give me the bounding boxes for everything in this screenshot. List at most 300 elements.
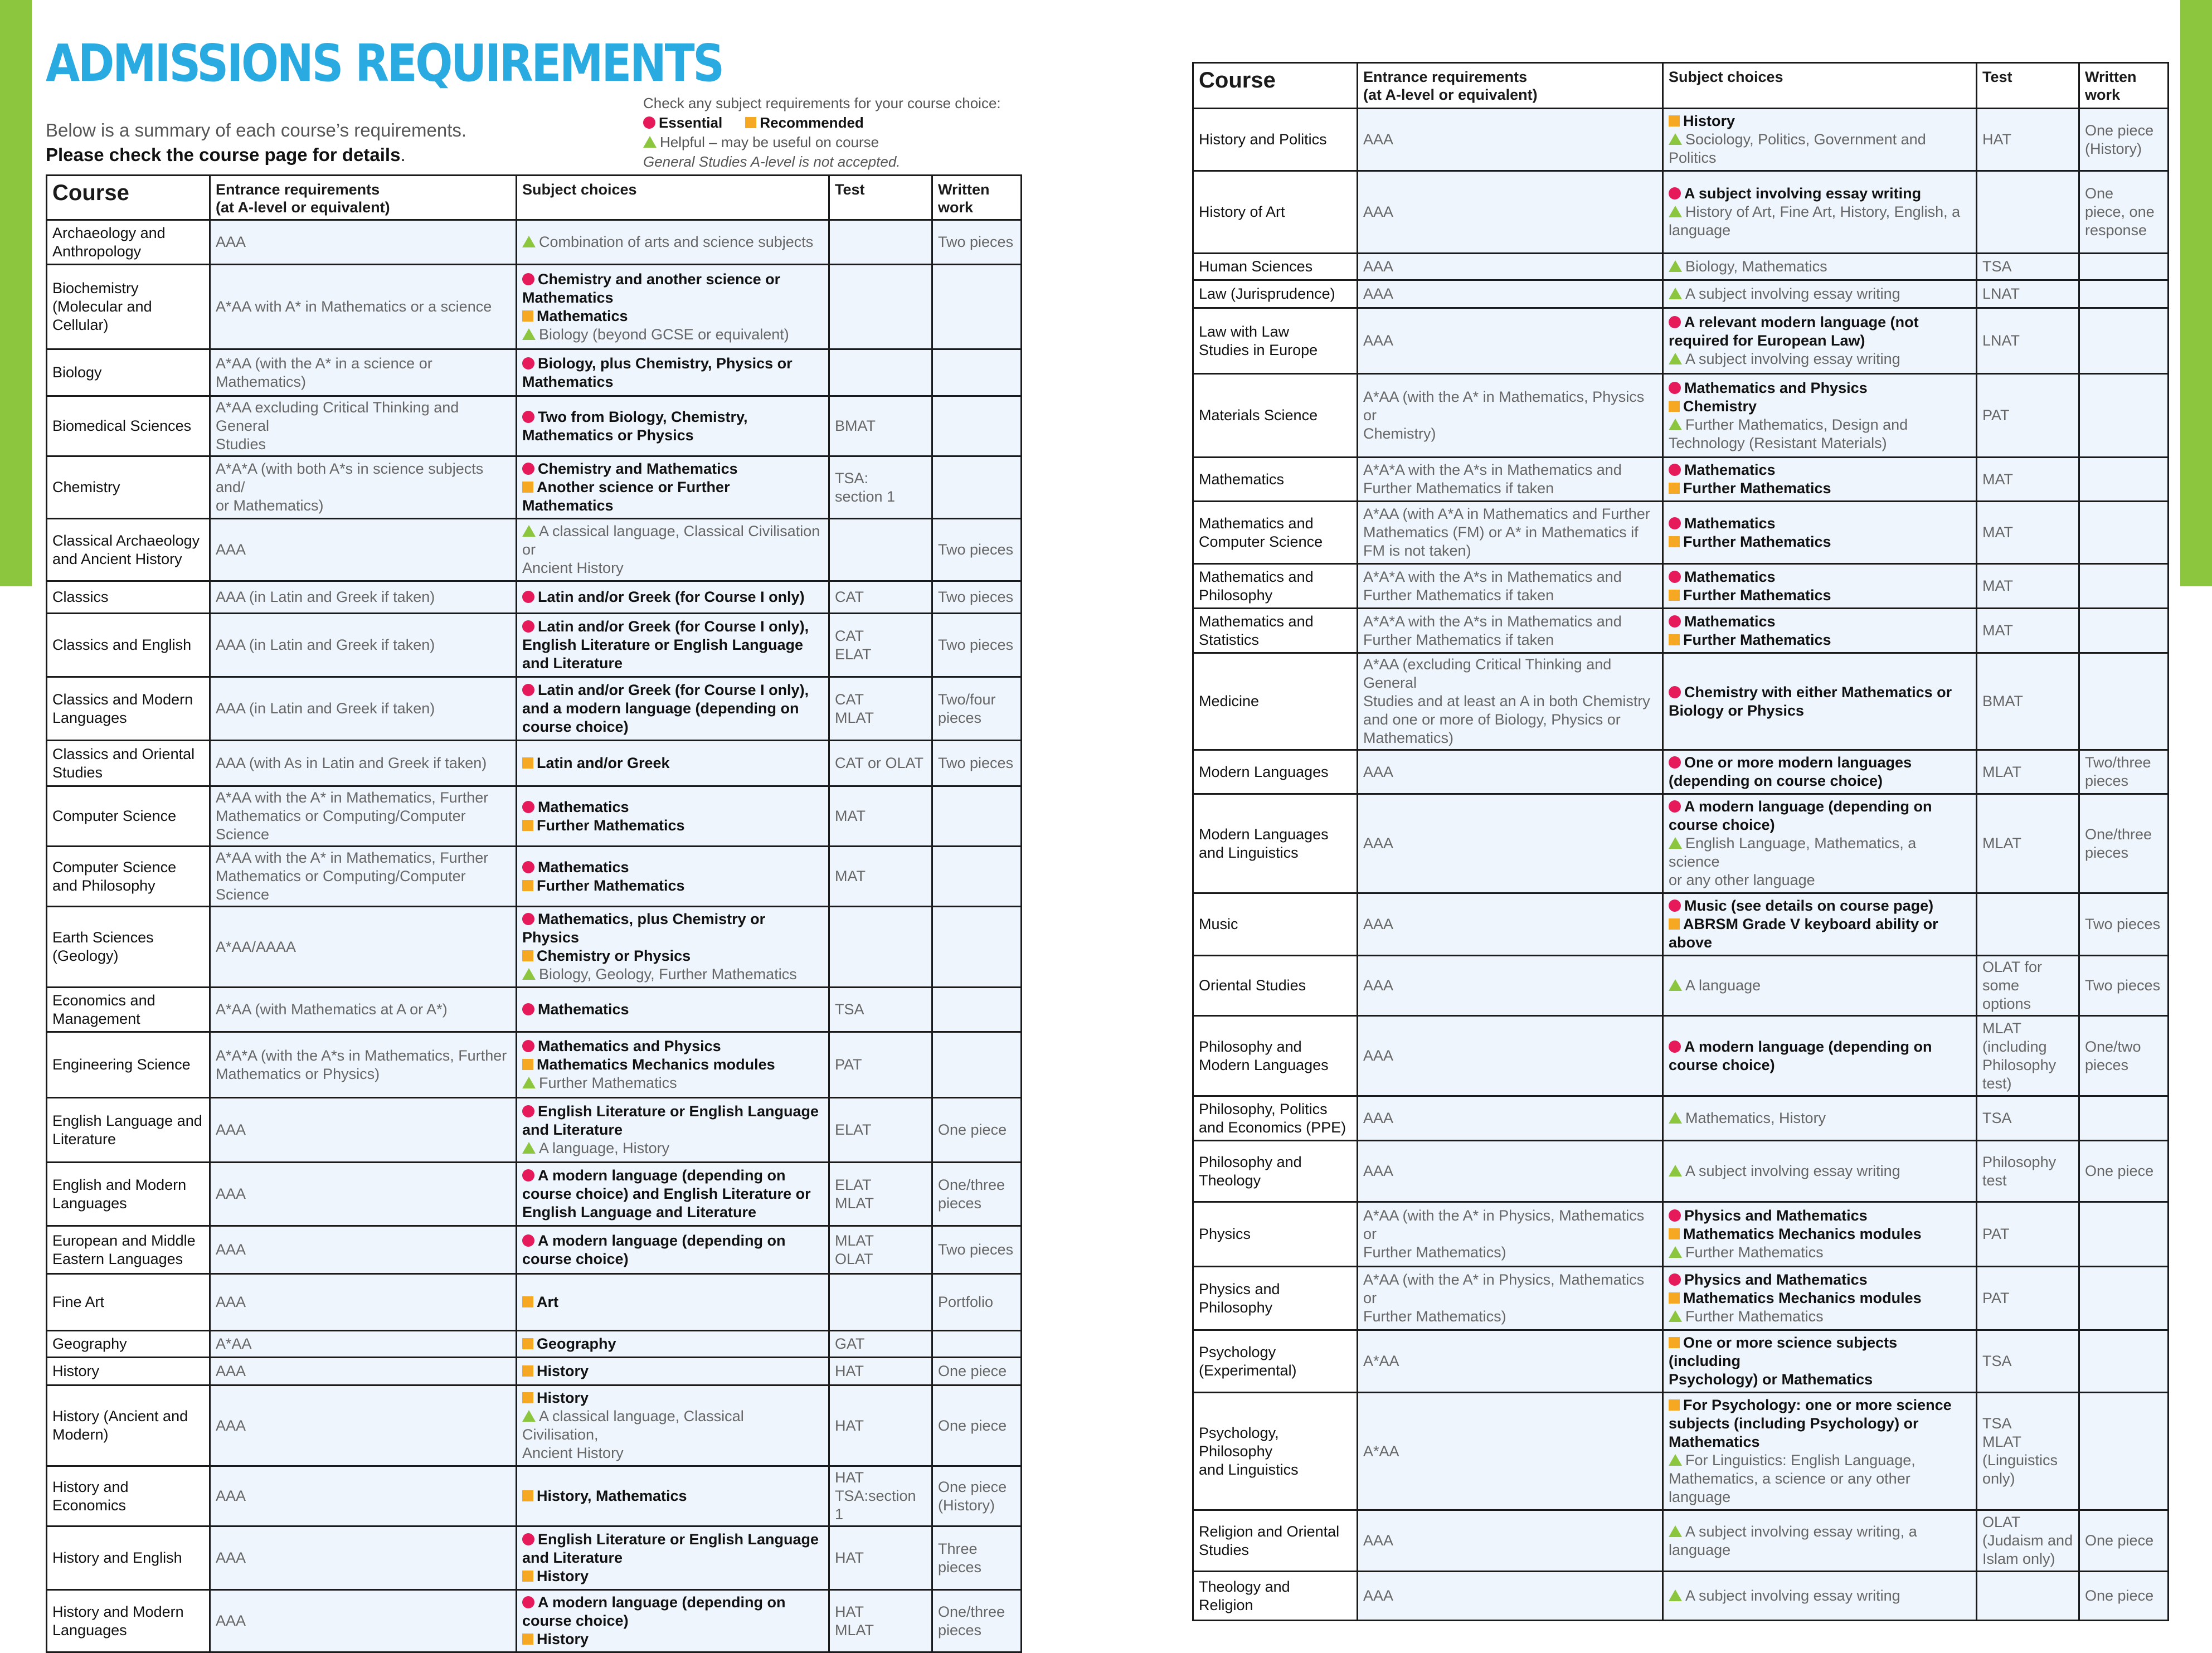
header-course: Course: [1193, 63, 1358, 109]
written-work-cell: [2079, 254, 2169, 280]
helpful-subject: [1669, 834, 1971, 871]
header-written-line: Written: [938, 181, 990, 198]
table-row: [47, 519, 1022, 581]
course-name: Classics and Oriental: [52, 745, 195, 762]
essential-subject: [1669, 568, 1971, 586]
table-row: [1193, 1096, 2169, 1141]
written-work-cell: [932, 1466, 1022, 1526]
test-cell: [829, 1526, 932, 1590]
written-work-cell: [2079, 1016, 2169, 1096]
test-cell: [1977, 254, 2079, 280]
entrance-cell: [210, 988, 517, 1032]
header-entrance-sub: (at A-level or equivalent): [216, 199, 390, 216]
course-cell: [1193, 564, 1358, 609]
entrance-cell: [1358, 1141, 1663, 1202]
subjects-cell: [517, 519, 829, 581]
course-cell: [1193, 502, 1358, 564]
entrance-requirement: A*A*A (with both A*s in science subjects and/: [216, 460, 484, 495]
subject-text: A subject involving essay writing: [1684, 185, 1922, 202]
table-row: [1193, 374, 2169, 458]
written-work: One piece: [938, 1417, 1007, 1434]
circle-icon: [522, 1596, 534, 1608]
table-row: [47, 349, 1022, 396]
essential-subject: [522, 1232, 823, 1250]
test-cell: [829, 1274, 932, 1331]
subject-text: subjects (including Psychology) or: [1669, 1415, 1919, 1432]
written-work-cell: [2079, 956, 2169, 1016]
subject-text: language: [1669, 1541, 1731, 1558]
course-name: Law (Jurisprudence): [1199, 285, 1335, 302]
table-row: [47, 907, 1022, 988]
header-written-sub: work: [938, 199, 974, 216]
course-name: Physics: [1199, 1226, 1251, 1242]
test-cell: [829, 786, 932, 847]
written-work-cell: [932, 396, 1022, 456]
written-work: One piece: [938, 1478, 1007, 1495]
course-name: Modern Languages: [1199, 763, 1329, 780]
entrance-requirement: A*AA: [1363, 1353, 1399, 1369]
test-name: LNAT: [1982, 332, 2020, 349]
subject-text: Mathematics: [1684, 461, 1776, 478]
test-cell: [1977, 1510, 2079, 1572]
course-name: Management: [52, 1010, 140, 1027]
test-cell: [829, 1385, 932, 1466]
recommended-subject: [1669, 1334, 1971, 1370]
helpful-subject: [1669, 1243, 1971, 1262]
triangle-icon: [1669, 1246, 1682, 1258]
recommended-subject: [522, 947, 823, 965]
helpful-subject: [1669, 350, 1971, 368]
square-icon: [1669, 1228, 1680, 1239]
entrance-requirement: AAA: [216, 1185, 246, 1202]
subjects-cell: [517, 907, 829, 988]
square-icon: [522, 757, 533, 769]
entrance-cell: [1358, 956, 1663, 1016]
helpful-subject: [1669, 1162, 1971, 1180]
page-title: ADMISSIONS REQUIREMENTS: [46, 33, 723, 93]
legend-key: [643, 94, 1001, 172]
essential-subject: [1669, 313, 1971, 332]
test-cell: [1977, 171, 2079, 254]
subjects-cell: [517, 786, 829, 847]
subject-text: Geography: [537, 1335, 616, 1352]
entrance-cell: [210, 1331, 517, 1358]
entrance-requirement: AAA (in Latin and Greek if taken): [216, 636, 435, 653]
essential-subject: [522, 1530, 823, 1549]
written-work: Two pieces: [2085, 916, 2161, 932]
test-cell: [1977, 109, 2079, 171]
subject-text: Mathematics, History: [1685, 1110, 1826, 1126]
test-name: test): [1982, 1075, 2012, 1092]
subject-text: Chemistry or Physics: [537, 947, 691, 964]
test-name: PAT: [1982, 407, 2010, 424]
helpful-subject: [1669, 416, 1971, 434]
test-name: TSA:: [835, 469, 869, 487]
square-icon: [745, 117, 756, 128]
entrance-cell: [1358, 653, 1663, 750]
test-name: HAT: [1982, 131, 2011, 148]
course-name: Mathematics and: [1199, 612, 1314, 630]
written-work: One piece: [938, 1363, 1007, 1379]
subjects-cell: [517, 349, 829, 396]
circle-icon: [522, 620, 534, 633]
subject-text: A modern language (depending on: [538, 1232, 786, 1249]
subject-text: Further Mathematics: [537, 877, 685, 894]
subjects-cell: [517, 741, 829, 786]
entrance-cell: [210, 220, 517, 265]
entrance-requirement: Mathematics or Computing/Computer Science: [216, 808, 466, 843]
entrance-requirement: A*A*A (with the A*s in Mathematics, Further: [216, 1047, 507, 1064]
subject-text: Mathematics Mechanics modules: [1683, 1226, 1922, 1242]
circle-icon: [522, 591, 534, 603]
recommended-subject: [522, 1056, 823, 1074]
helpful-subject: [522, 1139, 823, 1158]
entrance-requirement: AAA: [1363, 285, 1394, 302]
test-cell: [1977, 1393, 2079, 1510]
triangle-icon: [1669, 260, 1682, 272]
test-cell: [829, 220, 932, 265]
course-name: Studies: [1199, 1541, 1250, 1558]
recommended-subject: [522, 1389, 823, 1407]
subject-continuation: [522, 699, 823, 718]
subjects-cell: [517, 988, 829, 1032]
subject-text: Sociology, Politics, Government and Politics: [1669, 131, 1926, 166]
subject-text: Mathematics: [1684, 612, 1776, 630]
test-cell: [829, 1226, 932, 1274]
course-cell: [47, 1590, 210, 1652]
test-cell: [829, 396, 932, 456]
table-row: [1193, 1393, 2169, 1510]
entrance-requirement: AAA: [1363, 1047, 1394, 1064]
course-name: Computer Science: [52, 808, 177, 824]
subjects-cell: [517, 1526, 829, 1590]
table-body-right: [1193, 109, 2169, 1621]
course-cell: [1193, 956, 1358, 1016]
entrance-requirement: Mathematics or Physics): [216, 1065, 380, 1082]
essential-subject: [1669, 379, 1971, 397]
entrance-cell: [210, 456, 517, 519]
subject-text: A language, History: [539, 1140, 670, 1156]
triangle-icon: [1669, 979, 1682, 991]
written-work-cell: [2079, 308, 2169, 374]
helpful-subject: [522, 325, 823, 344]
entrance-requirement: AAA: [1363, 835, 1394, 852]
written-work-cell: [2079, 609, 2169, 653]
recommended-subject: [522, 478, 823, 515]
square-icon: [522, 820, 533, 831]
test-name: LNAT: [1982, 285, 2020, 302]
entrance-requirement: Further Mathematics): [1363, 1308, 1506, 1325]
written-work: (History): [938, 1496, 995, 1514]
written-work-cell: [2079, 280, 2169, 308]
written-work: Two/three: [2085, 754, 2151, 771]
circle-icon: [522, 1105, 534, 1117]
subject-text: History: [1683, 113, 1735, 129]
course-name: History and English: [52, 1549, 182, 1566]
subject-text: A subject involving essay writing: [1685, 351, 1900, 367]
entrance-requirement: AAA (in Latin and Greek if taken): [216, 700, 435, 717]
test-cell: [1977, 1267, 2079, 1330]
written-work: pieces: [938, 1558, 982, 1576]
test-cell: [1977, 956, 2079, 1016]
written-work: Two pieces: [938, 234, 1014, 250]
written-work-cell: [2079, 1572, 2169, 1621]
course-name: Philosophy and: [1199, 1153, 1302, 1170]
square-icon: [1669, 115, 1680, 127]
square-icon: [1669, 634, 1680, 645]
written-work-cell: [2079, 1202, 2169, 1267]
written-work-cell: [2079, 1393, 2169, 1510]
recommended-subject: [1669, 1225, 1971, 1243]
test-name: PAT: [1982, 1290, 2010, 1306]
entrance-requirement: A*AA with the A* in Mathematics, Further: [216, 849, 489, 866]
course-cell: [47, 677, 210, 741]
entrance-cell: [1358, 609, 1663, 653]
triangle-icon: [1669, 1454, 1682, 1466]
header-written: [2079, 63, 2169, 109]
entrance-cell: [1358, 374, 1663, 458]
written-work: One piece: [2085, 1587, 2154, 1604]
subject-text: A classical language, Classical Civilisation,: [522, 1408, 744, 1443]
header-written: [932, 176, 1022, 220]
subject-text: English Language, Mathematics, a science: [1669, 835, 1917, 870]
course-name: Medicine: [1199, 693, 1260, 709]
course-cell: [1193, 374, 1358, 458]
test-cell: [1977, 794, 2079, 893]
test-cell: [829, 1032, 932, 1098]
square-icon: [522, 950, 533, 961]
course-cell: [1193, 750, 1358, 794]
subject-text: Further Mathematics: [537, 816, 685, 834]
test-cell: [829, 988, 932, 1032]
subjects-cell: [517, 677, 829, 741]
subjects-cell: [1663, 1572, 1977, 1621]
entrance-cell: [1358, 1572, 1663, 1621]
essential-subject: [1669, 1271, 1971, 1289]
entrance-requirement: AAA: [216, 1294, 246, 1310]
course-name: (Molecular and: [52, 298, 152, 315]
subject-text: Chemistry with either Mathematics or: [1684, 683, 1952, 701]
circle-icon: [522, 1169, 534, 1182]
course-name: Classical Archaeology: [52, 532, 200, 549]
recommended-subject: [522, 1630, 823, 1649]
subject-text: language: [1669, 222, 1731, 239]
entrance-cell: [210, 519, 517, 581]
subject-text: Two from Biology, Chemistry,: [538, 408, 748, 425]
written-work: pieces: [938, 709, 982, 726]
course-name: Studies in Europe: [1199, 341, 1318, 358]
test-cell: [1977, 1141, 2079, 1202]
subject-text: and a modern language (depending on: [522, 700, 799, 717]
table-row: [1193, 1141, 2169, 1202]
test-cell: [1977, 893, 2079, 956]
test-name: Philosophy: [1982, 1056, 2057, 1073]
course-name: Chemistry: [52, 479, 120, 495]
test-name: HAT: [835, 1417, 864, 1434]
course-cell: [47, 1526, 210, 1590]
essential-subject: [522, 408, 823, 426]
subjects-cell: [517, 1358, 829, 1385]
subject-text: English Language and Literature: [522, 1204, 757, 1221]
test-name: MAT: [1982, 577, 2013, 594]
entrance-cell: [210, 1098, 517, 1163]
table-row: [1193, 1016, 2169, 1096]
table-row: [1193, 1510, 2169, 1572]
course-name: and Linguistics: [1199, 1461, 1299, 1478]
subject-text: or any other language: [1669, 872, 1815, 888]
entrance-requirement: AAA (in Latin and Greek if taken): [216, 589, 435, 605]
test-name: BMAT: [835, 417, 876, 434]
test-cell: [1977, 609, 2079, 653]
square-icon: [522, 1059, 533, 1070]
test-name: HAT: [835, 1549, 864, 1566]
entrance-requirement: Further Mathematics): [1363, 1244, 1506, 1261]
course-name: Statistics: [1199, 631, 1260, 648]
test-name: MLAT: [1982, 1019, 2022, 1037]
test-name: HAT: [835, 1363, 864, 1379]
entrance-requirement: A*AA (with A*A in Mathematics and Further: [1363, 505, 1650, 522]
recommended-subject: [522, 1487, 823, 1505]
subject-text: Mathematics Mechanics modules: [1683, 1290, 1922, 1306]
course-name: Philosophy and: [1199, 1038, 1302, 1055]
test-cell: [829, 741, 932, 786]
subjects-cell: [1663, 1393, 1977, 1510]
table-row: [1193, 502, 2169, 564]
test-cell: [1977, 280, 2079, 308]
course-cell: [47, 1385, 210, 1466]
helpful-subject: [522, 1407, 823, 1444]
entrance-requirement: AAA: [1363, 763, 1394, 780]
subject-text: A language: [1685, 977, 1761, 994]
subject-text: Mathematics, plus Chemistry or Physics: [522, 911, 766, 946]
entrance-cell: [210, 677, 517, 741]
circle-icon: [522, 463, 534, 475]
header-written-line: Written: [2085, 69, 2137, 85]
recommended-subject: [522, 816, 823, 835]
subjects-cell: [1663, 750, 1977, 794]
course-name: Physics and: [1199, 1280, 1280, 1297]
entrance-cell: [1358, 794, 1663, 893]
subject-text: A classical language, Classical Civilisation or: [522, 523, 820, 558]
subject-continuation: [1669, 1370, 1971, 1389]
entrance-cell: [1358, 1267, 1663, 1330]
written-work-cell: [932, 265, 1022, 349]
entrance-cell: [1358, 502, 1663, 564]
test-cell: [829, 265, 932, 349]
entrance-requirement: Further Mathematics if taken: [1363, 631, 1554, 648]
helpful-subject: [522, 522, 823, 559]
subject-text: A subject involving essay writing: [1685, 1587, 1900, 1604]
subject-text: and Literature: [522, 1121, 623, 1138]
subjects-cell: [1663, 171, 1977, 254]
test-name: Philosophy: [1982, 1153, 2057, 1170]
subject-continuation: [1669, 332, 1971, 350]
subject-text: Physics and Mathematics: [1684, 1207, 1868, 1224]
helpful-subject: [1669, 257, 1971, 276]
essential-subject: [522, 354, 823, 373]
test-name: test: [1982, 1171, 2007, 1189]
test-name: CAT: [835, 627, 864, 644]
test-name: (Judaism and: [1982, 1532, 2073, 1549]
subjects-cell: [1663, 1510, 1977, 1572]
written-work-cell: [2079, 564, 2169, 609]
course-cell: [47, 396, 210, 456]
circle-icon: [522, 684, 534, 696]
written-work: Three: [938, 1540, 978, 1557]
subject-continuation: [1669, 702, 1971, 720]
subjects-cell: [1663, 956, 1977, 1016]
test-name: TSA: [1982, 258, 2012, 275]
test-name: CAT: [835, 691, 864, 708]
written-work: Two pieces: [2085, 977, 2161, 994]
subject-text: Mathematics: [537, 307, 628, 324]
helpful-subject: [1669, 1109, 1971, 1127]
subjects-cell: [517, 1032, 829, 1098]
entrance-requirement: A*AA (with the A* in Physics, Mathematics or: [1363, 1207, 1645, 1242]
test-cell: [1977, 1330, 2079, 1393]
test-cell: [829, 1466, 932, 1526]
helpful-subject: [522, 1074, 823, 1092]
test-cell: [1977, 1016, 2079, 1096]
subject-text: Further Mathematics: [539, 1075, 677, 1091]
course-cell: [47, 847, 210, 907]
triangle-icon: [522, 1077, 536, 1088]
circle-icon: [522, 273, 534, 285]
circle-icon: [522, 1040, 534, 1052]
recommended-subject: [1669, 631, 1971, 649]
subjects-cell: [517, 1274, 829, 1331]
essential-subject: [1669, 753, 1971, 772]
course-name: Modern Languages: [1199, 825, 1329, 843]
written-work-cell: [2079, 1330, 2169, 1393]
circle-icon: [1669, 316, 1681, 328]
header-entrance: [1358, 63, 1663, 109]
subject-text: Mathematics: [1684, 568, 1776, 585]
subjects-cell: [517, 614, 829, 677]
course-name: Biomedical Sciences: [52, 417, 192, 434]
entrance-requirement: and one or more of Biology, Physics or: [1363, 711, 1621, 728]
table-row: [47, 456, 1022, 519]
subject-continuation: [1669, 221, 1971, 240]
course-name: Materials Science: [1199, 407, 1318, 424]
subject-text: course choice): [522, 1250, 629, 1267]
entrance-requirement: AAA: [216, 1549, 246, 1566]
course-name: Mathematics and: [1199, 514, 1314, 532]
table-row: [47, 988, 1022, 1032]
test-name: PAT: [1982, 1226, 2010, 1242]
subject-continuation: [522, 426, 823, 445]
entrance-cell: [210, 349, 517, 396]
subject-text: For Linguistics: English Language,: [1685, 1452, 1916, 1469]
circle-icon: [522, 913, 534, 925]
subject-continuation: [1669, 871, 1971, 889]
test-name: MLAT: [835, 1194, 874, 1212]
subjects-cell: [517, 1163, 829, 1226]
course-cell: [47, 1358, 210, 1385]
course-cell: [1193, 1016, 1358, 1096]
circle-icon: [1669, 1041, 1681, 1053]
intro-line: Below is a summary of each course’s requirements.: [46, 120, 467, 140]
written-work-cell: [932, 456, 1022, 519]
triangle-icon: [643, 136, 657, 148]
test-name: OLAT: [835, 1250, 873, 1267]
course-cell: [47, 349, 210, 396]
subject-continuation: [522, 559, 823, 577]
written-work: Two pieces: [938, 636, 1014, 653]
written-work-cell: [932, 741, 1022, 786]
circle-icon: [1669, 900, 1681, 912]
entrance-cell: [210, 1358, 517, 1385]
